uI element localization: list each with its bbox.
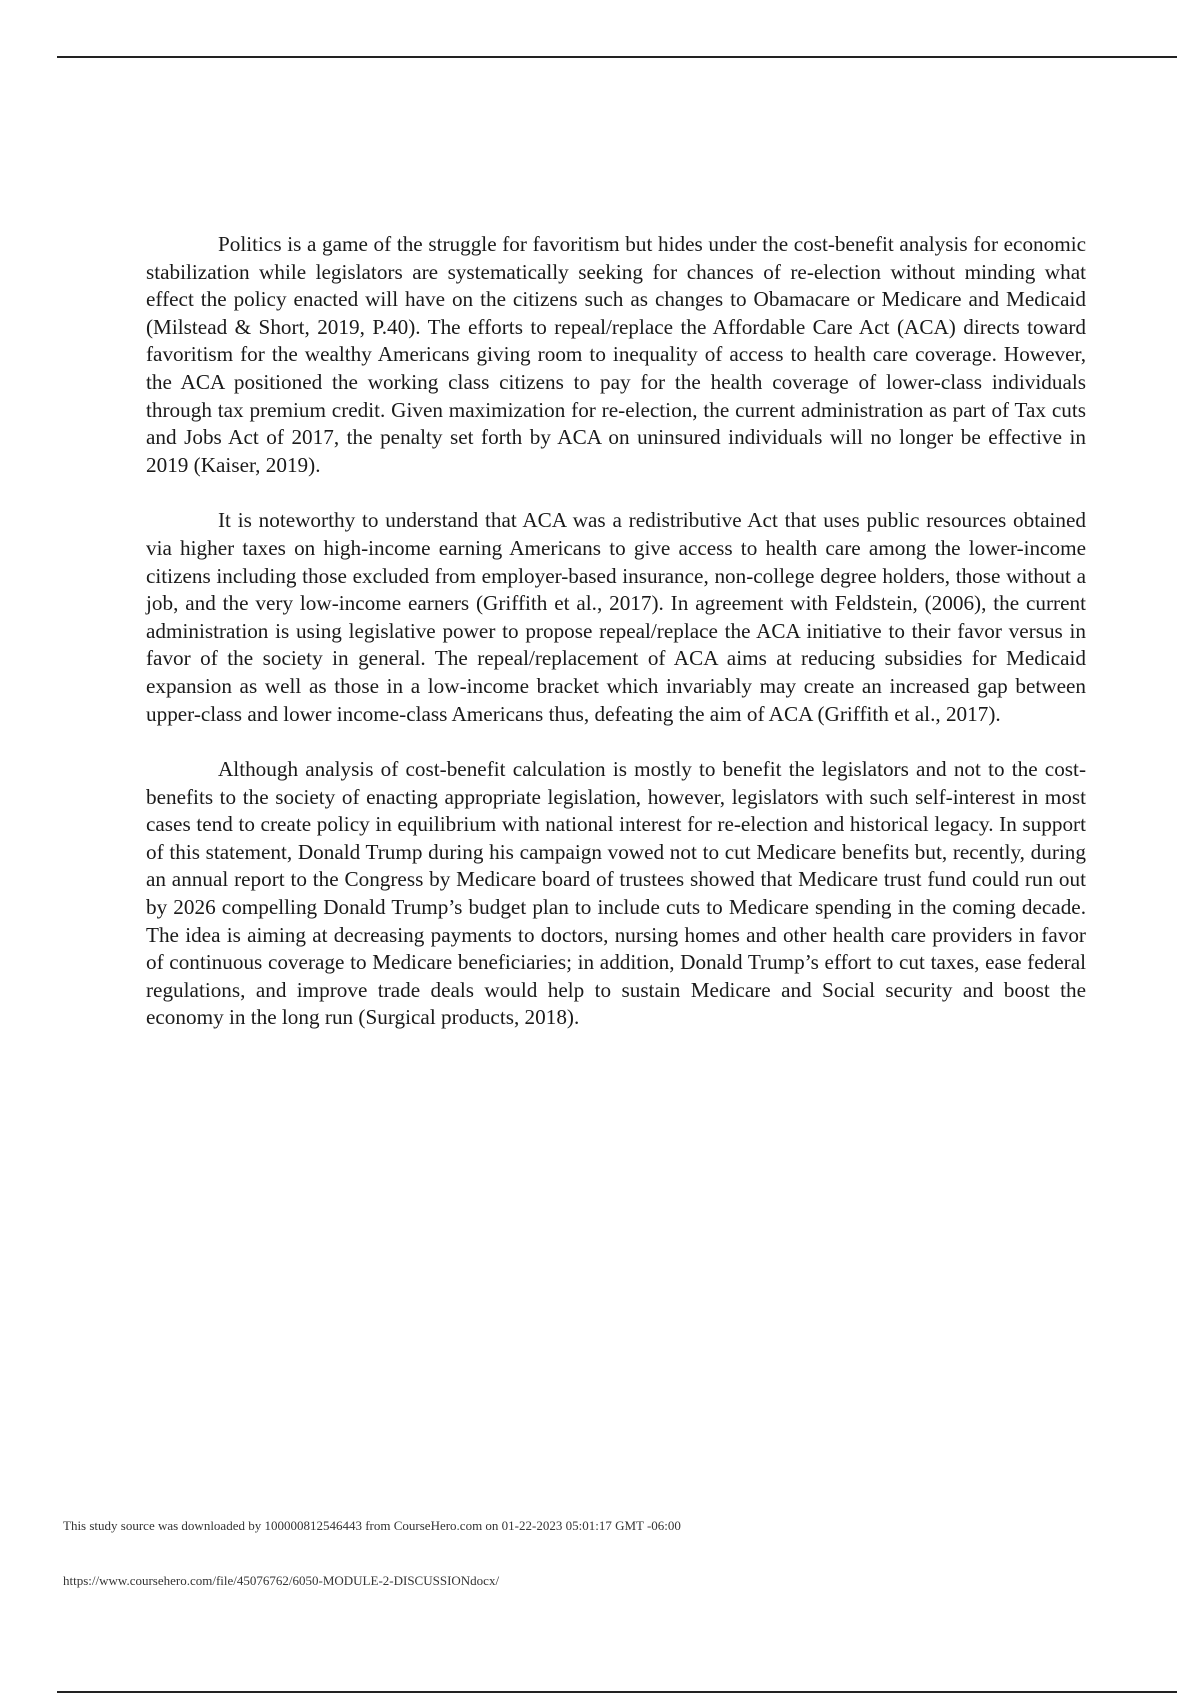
paragraph-2: It is noteworthy to understand that ACA was a redistributive Act that uses public resources obtained via higher taxes on high-income earning Americans to give access to health care among the lower-income citizens including those excluded from employer-based insurance, non-college degree holders, those without a job, and the very low-income earners (Griffith et al., 2017). In agreement with Feldstein, (2006), the current administration is using legislative power to propose repeal/replace the ACA initiative to their favor versus in favor of the society in general. The repeal/replacement of ACA aims at reducing subsidies for Medicaid expansion as well as those in a low-income bracket which invariably may create an increased gap between upper-class and lower income-class Americans thus, defeating the aim of ACA (Griffith et al., 2017). [146,508,1086,726]
paragraph-1: Politics is a game of the struggle for favoritism but hides under the cost-benefit analysis for economic stabilization while legislators are systematically seeking for chances of re-election without minding what effect the policy enacted will have on the citizens such as changes to Obamacare or Medicare and Medicaid (Milstead & Short, 2019, P.40). The efforts to repeal/replace the Affordable Care Act (ACA) directs toward favoritism for the wealthy Americans giving room to inequality of access to health care coverage. However, the ACA positioned the working class citizens to pay for the health coverage of lower-class individuals through tax premium credit. Given maximization for re-election, the current administration as part of Tax cuts and Jobs Act of 2017, the penalty set forth by ACA on uninsured individuals will no longer be effective in 2019 (Kaiser, 2019). [146,232,1086,477]
document-body [146,231,1086,1060]
bottom-divider [57,1691,1177,1693]
paragraph-3: Although analysis of cost-benefit calculation is mostly to benefit the legislators and not to the cost-benefits to the society of enacting appropriate legislation, however, legislators with such self-interest in most cases tend to create policy in equilibrium with national interest for re-election and historical legacy. In support of this statement, Donald Trump during his campaign vowed not to cut Medicare benefits but, recently, during an annual report to the Congress by Medicare board of trustees showed that Medicare trust fund could run out by 2026 compelling Donald Trump’s budget plan to include cuts to Medicare spending in the coming decade. The idea is aiming at decreasing payments to doctors, nursing homes and other health care providers in favor of continuous coverage to Medicare beneficiaries; in addition, Donald Trump’s effort to cut taxes, ease federal regulations, and improve trade deals would help to sustain Medicare and Social security and boost the economy in the long run (Surgical products, 2018). [146,757,1086,1030]
download-source-notice: This study source was downloaded by 100000812546443 from CourseHero.com on 01-22-2023 05:01:17 GMT -06:00 [63,1518,681,1533]
source-url[interactable]: https://www.coursehero.com/file/45076762/6050-MODULE-2-DISCUSSIONdocx/ [63,1573,500,1588]
top-divider [57,56,1177,58]
